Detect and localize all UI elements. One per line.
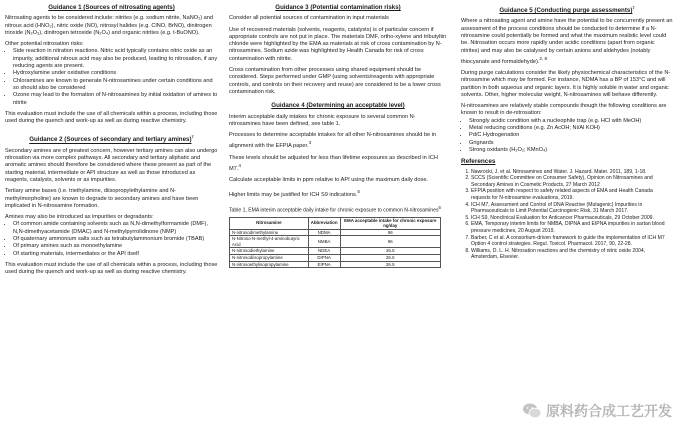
list-item: • Metal reducing conditions (e.g. Zn AcOH; Ni/Al KOH) (469, 125, 673, 132)
table-cell: 96 (340, 229, 440, 236)
list-item: • Grignards (469, 140, 673, 147)
guidance-2-impurities-intro: Amines may also be introduced as impurities or degradants: (5, 214, 154, 221)
guidance-4-heading: Guidance 4 (Determining an acceptable level) (271, 102, 405, 110)
list-item: • Side reaction in nitration reactions. Nitric acid typically contains nitric oxide as an impurity, additional nitrous acid may also be produced, leading to nitrosation, if any reducing agents are present. (13, 48, 218, 70)
watermark (522, 401, 672, 421)
guidance-2-heading: Guidance 2 (Sources of secondary and tertiary amines)$^7$ (29, 134, 194, 144)
guidance-5-heading: Guidance 5 (Conducting purge assessments)$^7$ (499, 5, 635, 15)
column-middle (229, 4, 447, 268)
list-item: • Of common amide containing solvents such as N,N-dimethylformamide (DMF), N,N-dimethyacetamide (DMAC) and N-methylpyrrolidinone (NMP) (13, 221, 218, 236)
table-cell: NMBA (308, 236, 340, 248)
column-header: Abbreviation (308, 217, 340, 229)
guidance-5-paragraph-3: N-nitrosamines are relatively stable compounds though the following conditions are known to result in de-nitrosation: (461, 103, 667, 117)
guidance-1-risks-intro: Other potential nitrosation risks: (5, 41, 84, 48)
reference-item: 8. Williams, D. L. H. Nitrosation reactions and the chemistry of nitric oxide 2004, Amsterdam, Elsevier. (471, 248, 673, 261)
column-right (461, 4, 673, 261)
guidance-4-paragraph-3: These levels should be adjusted for less than lifetime exposures as described in ICH M7.$^4$ (229, 154, 438, 172)
guidance-5-paragraph-1: Where a nitrosating agent and amine have the potential to be concurrently present an assessment of the process conditions should be conducted to determine if a N-nitrosamine could potentially be formed and what the maximum realistic level could be. Nitrosation occurs more rapidly under acidic conditions (apart from organic nitrites) and may also be catalysed by certain anions and aldehydes (notably thiocyanate and formaldehyde).$^{2, 8}$ (461, 18, 673, 65)
table-cell: N-nitrosodiethylamine (230, 248, 309, 255)
references-heading: References (461, 158, 496, 166)
guidance-2-evaluation-note: This evaluation must include the use of all chemicals within a process, including those used during the quench and work-up as well as during reactive chemistry. (5, 261, 218, 276)
list-item: • Of starting materials, intermediates or the API itself (13, 251, 218, 258)
list-item: • Of quaternary ammonium salts such as tetrabutylammonium bromide (TBAB) (13, 236, 218, 243)
table-cell: 26.5 (340, 248, 440, 255)
reference-item: 7. Barber, C et al. A consortium-driven framework to guide the implementation of ICH M7 Option 4 control strategies. Regul. Toxicol. Pharmacol. 2017, 90, 22-28. (471, 235, 673, 248)
references-list (461, 169, 673, 261)
guidance-1-evaluation-note: This evaluation must include the use of all chemicals within a process, including those used during the quench and work-up as well as during reactive chemistry. (5, 110, 218, 125)
guidance-2-paragraph: Secondary amines are of greatest concern, however tertiary amines can also undergo nitrosation via more complex pathways. All secondary and tertiary aliphatic and aromatic amines should therefore be considered where these present as part of the starting material, intermediate or API structure as well as those introduced as reagents, catalysts, solvents or as impurities. (5, 147, 218, 183)
guidance-2-impurity-list (5, 221, 218, 257)
table-cell: EIPNA (308, 261, 340, 268)
guidance-3-paragraph-1: Consider all potential sources of contamination in input materials (229, 15, 389, 22)
guidance-3-heading: Guidance 3 (Potential contamination risks) (275, 4, 401, 11)
table-cell: N-nitrosodimethylamine (230, 229, 309, 236)
table-cell: 26.5 (340, 261, 440, 268)
denitrosation-conditions-list (461, 118, 673, 154)
table-row (230, 229, 441, 236)
list-item: • Hydroxylamine under oxidative conditions (13, 70, 218, 77)
column-left (5, 4, 218, 281)
wechat-icon (522, 402, 542, 420)
list-item: • Strong oxidants (H₂O₂; KMnO₄) (469, 147, 673, 154)
column-header: EMA acceptable intake for chronic exposure ng/day (340, 217, 440, 229)
reference-item: 4. ICH M7, Assessment and Control of DNA Reactive (Mutagenic) Impurities in Pharmaceuticals to Limit Potential Carcinogenic Risk, 31 March 2017. (471, 202, 673, 215)
table-cell: N-nitrosoethylisopropylamine (230, 261, 309, 268)
reference-item: 3. EFPIA position with respect to safety related aspects of EMA and Health Canada requests for N-nitrosamine evaluations, 2019. (471, 188, 673, 201)
guidance-1-paragraph: Nitrosating agents to be considered include: nitrites (e.g. sodium nitrite, NaNO₂) and nitrous acid (HNO₂), nitric oxide (NO), nitrosyl halides (e.g. ClNO, BrNO), dinitrogen trioxide (N₂O₃), dinitrogen tetroxide (N₂O₄) and organic nitrites (e.g. t-BuONO). (5, 15, 214, 36)
table-caption: Table 1, EMA interim acceptable daily intake for chronic exposure to common N-nitrosamines$^6$ (229, 204, 441, 214)
table-cell: NDMA (308, 229, 340, 236)
list-item: • Chloramines are known to generate N-nitrosamines under certain conditions and so should also be considered (13, 78, 218, 93)
table-cell: NDEA (308, 248, 340, 255)
table-row (230, 248, 441, 255)
table-row (230, 255, 441, 262)
reference-item: 2. SCCS (Scientific Committee on Consumer Safety), Opinion on Nitrosamines and Secondary Amines in Cosmetic Products, 27 March 2012 (471, 175, 673, 188)
list-item: • Of primary amines such as monoethylamine (13, 243, 218, 250)
guidance-2-tertiary-amines: Tertiary amine bases (i.e. triethylamine, diisopropylethylamine and N-methylmorpholine) are known to degrade to secondary amines and have been implicated in N-nitrosamine formation. (5, 188, 199, 209)
table-cell: 96 (340, 236, 440, 248)
table-cell: N-nitrosodiisopropylamine (230, 255, 309, 262)
list-item: • Pd/C Hydrogenation (469, 132, 673, 139)
reference-item: 5. ICH S9, Nonclinical Evaluation for Anticancer Pharmaceuticals, 29 October 2009. (471, 215, 673, 222)
reference-item: 6. EMA, Temporary interim limits for NMBA, DIPNA and EIPNA impurities in sartan blood pressure medicines, 20 August 2019. (471, 221, 673, 234)
guidance-3-paragraph-2: Use of recovered materials (solvents, reagents, catalysts) is of particular concern if appropriate controls are not put in place. The materials DMF, ortho-xylene and tributyltin chloride were highlighted by the EMA as materials at risk of cross contamination by N-nitrosamines. Sodium azide was highlighted by Health Canada for risk of cross contamination with nitrite. (229, 26, 447, 62)
guidance-4-paragraph-2: Processes to determine acceptable intakes for all other N-nitrosamines should be in alignment with the EFPIA paper.$^3$ (229, 132, 437, 150)
guidance-1-heading: Guidance 1 (Sources of nitrosating agents) (48, 4, 175, 11)
guidance-1-risk-list (5, 48, 218, 106)
nitrosamine-intake-table (229, 217, 441, 269)
table-cell: 26.5 (340, 255, 440, 262)
table-row (230, 236, 441, 248)
guidance-4-paragraph-4: Calculate acceptable limits in ppm relative to API using the maximum daily dose. (229, 177, 428, 184)
table-cell: N-Nitroso-N-methyl-4-aminobutyric Acid (230, 236, 309, 248)
guidance-5-paragraph-2: During purge calculations consider the likely physiochemical characteristics of the N-nitrosamine which may be formed. For instance, NDMA has a BP of 153°C and will partition in both aqueous and organic layers. It is highly soluble in water and organic solvents. Other, higher molecular weight, N-nitrosamines will behave differently. (461, 70, 671, 98)
list-item: • Ozone may lead to the formation of N-nitrosamines by initial oxidation of amines to nitrite (13, 92, 218, 107)
table-row (230, 261, 441, 268)
guidance-4-paragraph-5: Higher limits may be justified for ICH S9 indications.$^5$ (229, 189, 360, 199)
list-item: • Strongly acidic condition with a nucleophile trap (e.g. HCl with MeOH) (469, 118, 673, 125)
watermark-text: 原料药合成工艺开发 (546, 403, 672, 419)
table-header-row (230, 217, 441, 229)
reference-item: 1. Nawrocki, J. et al. Nitrosamines and Water. J. Hazard. Mater. 2011, 189, 1-18. (471, 169, 673, 176)
guidance-4-paragraph-1: Interim acceptable daily intakes for chronic exposure to several common N-nitrosamines have been defined, see table 1. (229, 113, 416, 127)
table-cell: DIPNA (308, 255, 340, 262)
guidance-3-paragraph-3: Cross contamination from other processes using shared equipment should be considered. Steps performed under GMP (using solvents/reagents with appropriate controls, and controls on their recovery and reuse) are considered to be a lower cross contamination risk. (229, 67, 441, 95)
column-header: Nitrosamine (230, 217, 309, 229)
